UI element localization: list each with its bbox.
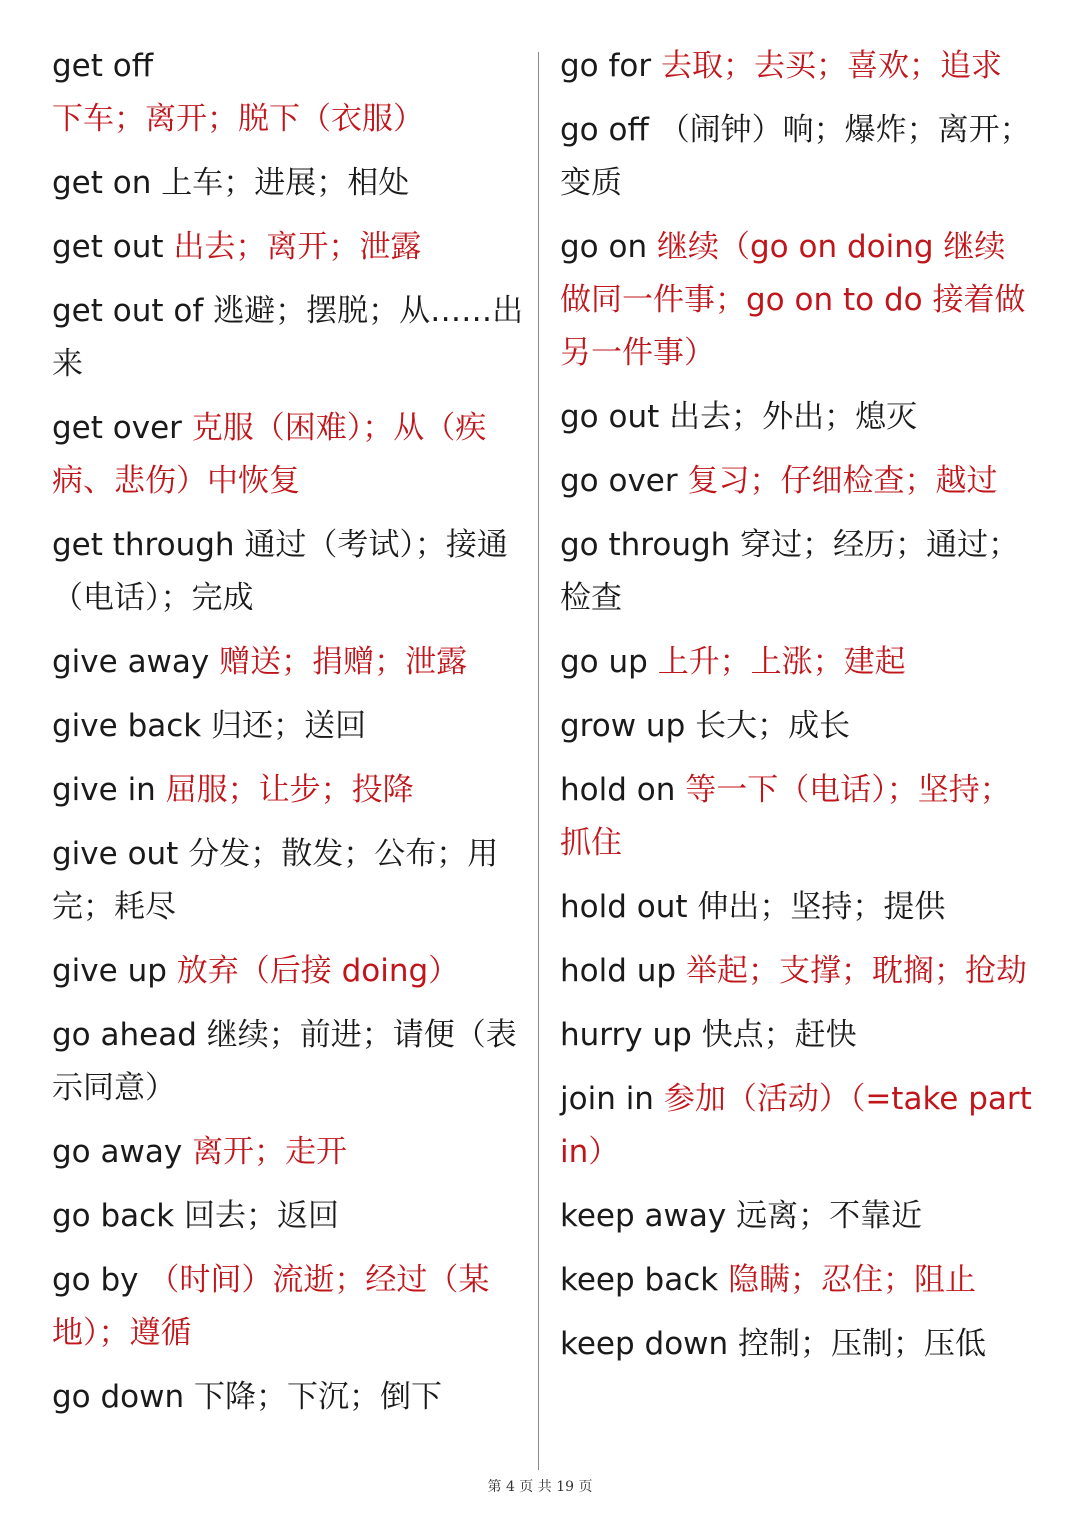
phrase-text: go away	[52, 1134, 183, 1170]
phrase-text: go out	[560, 399, 660, 435]
phrase-meaning: 通过（考试）；接通（电话）；完成	[52, 527, 508, 616]
phrase-entry	[560, 1009, 1036, 1062]
phrase-entry	[52, 1254, 524, 1360]
phrase-text: get out	[52, 229, 164, 265]
column-divider	[538, 52, 539, 1470]
phrase-text: give away	[52, 644, 210, 680]
phrase-text: get on	[52, 165, 152, 201]
phrase-meaning: 回去；返回	[184, 1198, 340, 1234]
phrase-text: go down	[52, 1379, 185, 1415]
phrase-meaning: 控制；压制；压低	[738, 1326, 987, 1362]
phrase-meaning: 远离；不靠近	[736, 1198, 923, 1234]
phrase-entry	[560, 1318, 1036, 1371]
phrase-meaning: 出去；外出；熄灭	[669, 399, 918, 435]
phrase-text: keep down	[560, 1326, 729, 1362]
phrase-entry	[560, 40, 1036, 93]
left-column	[52, 40, 524, 1435]
phrase-meaning: 下车；离开；脱下（衣服）	[52, 101, 424, 137]
phrase-text: get out of	[52, 293, 204, 329]
phrase-text: join in	[560, 1081, 654, 1117]
phrase-text: get over	[52, 410, 182, 446]
phrase-entry	[52, 828, 524, 934]
phrase-text: give up	[52, 953, 167, 989]
phrase-meaning: 继续（go on doing 继续做同一件事；go on to do 接着做另一件事）	[560, 229, 1026, 371]
phrase-entry	[52, 1009, 524, 1115]
phrase-entry	[52, 402, 524, 508]
phrase-entry	[560, 1190, 1036, 1243]
phrase-meaning: 复习；仔细检查；越过	[687, 463, 998, 499]
phrase-entry	[560, 1254, 1036, 1307]
phrase-meaning: 等一下（电话）；坚持；抓住	[560, 772, 1011, 861]
phrase-entry	[52, 700, 524, 753]
phrase-text: give out	[52, 836, 179, 872]
phrase-text: hurry up	[560, 1017, 692, 1053]
phrase-entry	[52, 636, 524, 689]
phrase-meaning: 长大；成长	[695, 708, 851, 744]
phrase-entry	[52, 945, 524, 998]
phrase-text: keep away	[560, 1198, 727, 1234]
phrase-text: go up	[560, 644, 648, 680]
phrase-meaning: 举起；支撑；耽搁；抢劫	[685, 953, 1027, 989]
phrase-meaning: 放弃（后接 doing）	[176, 953, 460, 989]
phrase-text: grow up	[560, 708, 686, 744]
phrase-text: go by	[52, 1262, 139, 1298]
phrase-text: hold up	[560, 953, 677, 989]
phrase-meaning: （时间）流逝；经过（某地）；遵循	[52, 1262, 490, 1351]
phrase-entry	[560, 519, 1036, 625]
phrase-entry	[52, 1126, 524, 1179]
phrase-meaning: 出去；离开；泄露	[173, 229, 422, 265]
phrase-text: give back	[52, 708, 202, 744]
phrase-entry	[52, 519, 524, 625]
phrase-meaning: 下降；下沉；倒下	[194, 1379, 443, 1415]
phrase-entry	[560, 764, 1036, 870]
phrase-entry	[52, 764, 524, 817]
phrase-text: hold on	[560, 772, 676, 808]
phrase-text: keep back	[560, 1262, 719, 1298]
phrase-text: go back	[52, 1198, 175, 1234]
phrase-text: give in	[52, 772, 156, 808]
phrase-meaning: 赠送；捐赠；泄露	[219, 644, 468, 680]
phrase-entry	[560, 636, 1036, 689]
phrase-entry	[560, 881, 1036, 934]
phrase-text: go off	[560, 112, 649, 148]
phrase-entry	[560, 1073, 1036, 1179]
phrase-entry	[52, 1371, 524, 1424]
phrase-meaning: 穿过；经历；通过；检查	[560, 527, 1020, 616]
phrase-text: hold out	[560, 889, 688, 925]
phrase-entry	[560, 455, 1036, 508]
phrase-entry	[52, 1190, 524, 1243]
phrase-meaning: 上升；上涨；建起	[657, 644, 906, 680]
phrase-text: go for	[560, 48, 652, 84]
phrase-meaning: 分发；散发；公布；用完；耗尽	[52, 836, 499, 925]
phrase-meaning: 上车；进展；相处	[161, 165, 410, 201]
phrase-entry	[52, 285, 524, 391]
right-column	[560, 40, 1036, 1382]
phrase-entry	[560, 221, 1036, 380]
phrase-meaning: （闹钟）响；爆炸；离开；变质	[560, 112, 1031, 201]
phrase-text: go over	[560, 463, 678, 499]
phrase-entry	[52, 157, 524, 210]
phrase-entry	[560, 700, 1036, 753]
phrase-meaning: 逃避；摆脱；从……出来	[52, 293, 524, 382]
phrase-meaning: 屈服；让步；投降	[165, 772, 414, 808]
phrase-meaning: 伸出；坚持；提供	[697, 889, 946, 925]
phrase-meaning: 去取；去买；喜欢；追求	[660, 48, 1002, 84]
phrase-entry	[560, 391, 1036, 444]
phrase-text: get off	[52, 48, 154, 84]
phrase-entry	[560, 104, 1036, 210]
phrase-meaning: 归还；送回	[211, 708, 367, 744]
phrase-entry	[560, 945, 1036, 998]
phrase-entry	[52, 40, 524, 146]
phrase-meaning: 克服（困难）；从（疾病、悲伤）中恢复	[52, 410, 487, 499]
phrase-meaning: 离开；走开	[192, 1134, 348, 1170]
phrase-text: get through	[52, 527, 235, 563]
phrase-entry	[52, 221, 524, 274]
phrase-meaning: 快点；赶快	[701, 1017, 857, 1053]
phrase-text: go on	[560, 229, 648, 265]
page-footer: 第 4 页 共 19 页	[487, 1479, 593, 1495]
phrase-meaning: 继续；前进；请便（表示同意）	[52, 1017, 517, 1106]
phrase-meaning: 参加（活动）（=take part in）	[560, 1081, 1032, 1170]
phrase-text: go ahead	[52, 1017, 197, 1053]
phrase-text: go through	[560, 527, 731, 563]
phrase-meaning: 隐瞒；忍住；阻止	[728, 1262, 977, 1298]
